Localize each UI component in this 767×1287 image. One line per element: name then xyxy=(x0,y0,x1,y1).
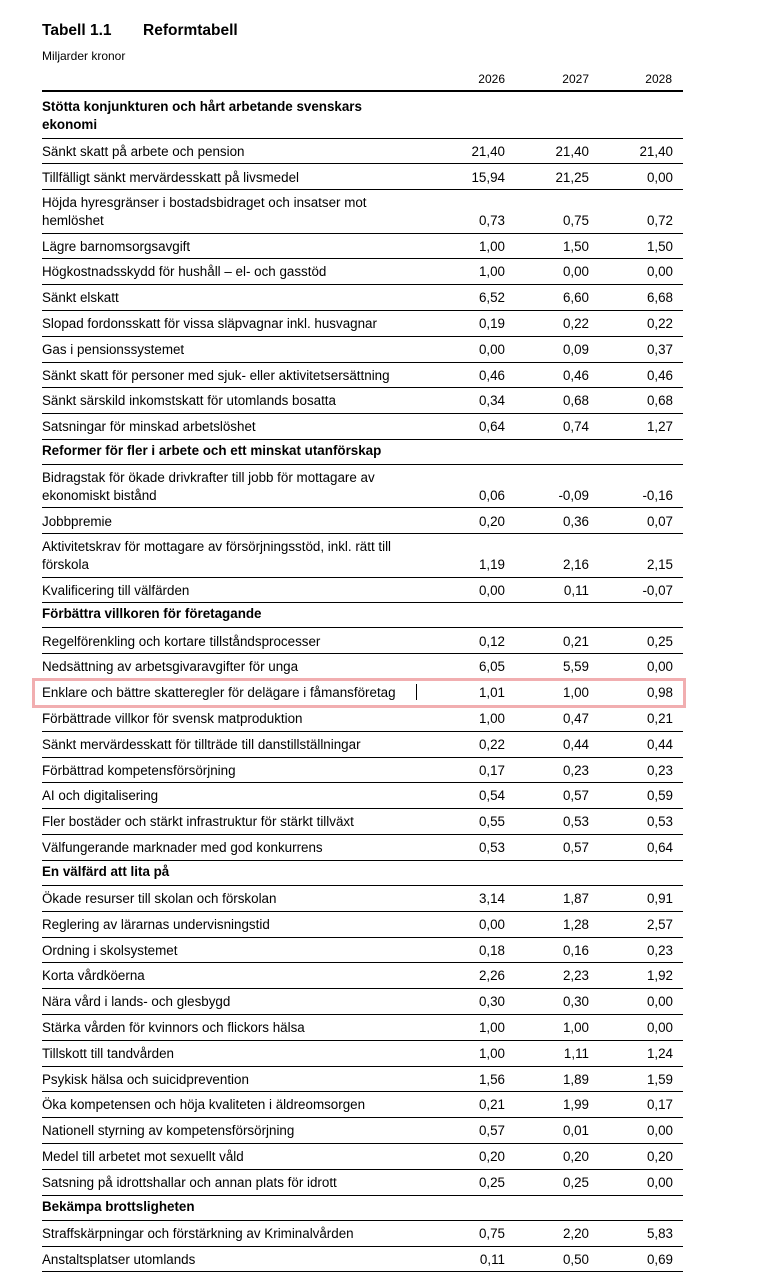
row-label xyxy=(42,194,427,229)
row-label-line: Anstaltsplatser utomlands xyxy=(42,1251,196,1267)
value-2027: 0,36 xyxy=(562,513,589,529)
value-2028: 21,40 xyxy=(639,143,673,159)
value-2028: 0,59 xyxy=(646,788,673,804)
row-label-line: Aktivitetskrav för mottagare av försörjningsstöd, inkl. rätt till xyxy=(42,539,392,555)
value-2026: 0,75 xyxy=(478,1225,505,1241)
value-2027: 0,20 xyxy=(562,1149,589,1164)
row-label-line: Enklare och bättre skatteregler för delägare i fåmansföretag xyxy=(42,685,396,701)
row-label-line: Ordning i skolsystemet xyxy=(42,942,178,958)
table-row xyxy=(0,1041,767,1067)
value-2026: 0,53 xyxy=(478,840,505,855)
value-2027: 1,87 xyxy=(562,891,589,906)
value-2028: 1,50 xyxy=(646,238,673,254)
table-row xyxy=(0,388,767,414)
table-row xyxy=(0,654,767,680)
section-heading-line: Reformer för fler i arbete och ett minskat utanförskap xyxy=(42,443,382,458)
value-2028: 0,00 xyxy=(646,169,673,185)
value-2028: 0,44 xyxy=(646,736,673,752)
row-label xyxy=(42,169,427,187)
value-2026: 0,46 xyxy=(478,367,505,383)
row-label-line: Sänkt mervärdesskatt för tillträde till danstillställningar xyxy=(42,736,361,752)
table-row xyxy=(0,165,767,191)
row-label-line: Höjda hyresgränser i bostadsbidraget och insatser mot xyxy=(42,195,367,211)
text-cursor xyxy=(416,684,417,700)
row-label-line: Medel till arbetet mot sexuellt våld xyxy=(42,1149,244,1164)
value-2026: 0,55 xyxy=(478,814,505,830)
section-heading-line: Bekämpa brottsligheten xyxy=(42,1198,195,1214)
section-heading-label xyxy=(42,98,422,133)
value-2026: 0,54 xyxy=(478,788,505,804)
row-label xyxy=(42,289,427,307)
value-2028: 0,98 xyxy=(646,685,673,701)
value-2027: 2,20 xyxy=(562,1225,589,1241)
value-2028: -0,07 xyxy=(642,582,673,598)
section-heading xyxy=(0,96,767,139)
table-row xyxy=(0,1118,767,1144)
section-heading-label xyxy=(42,1198,422,1216)
value-2028: 0,37 xyxy=(646,341,673,357)
table-unit: Miljarder kronor xyxy=(42,49,126,63)
value-2026: 0,11 xyxy=(479,1251,505,1267)
value-2028: 0,07 xyxy=(646,513,673,529)
row-label-line: Bidragstak för ökade drivkrafter till jobb för mottagare av xyxy=(42,470,375,486)
row-label-line: Satsning på idrottshallar och annan plats för idrott xyxy=(42,1174,337,1190)
row-label xyxy=(42,263,427,281)
value-2028: 1,24 xyxy=(646,1045,673,1061)
value-2027: 0,22 xyxy=(562,316,589,331)
table-row xyxy=(0,912,767,938)
value-2028: 0,68 xyxy=(646,393,673,409)
value-2027: 1,99 xyxy=(562,1097,589,1113)
value-2027: 1,00 xyxy=(562,1020,589,1035)
row-label-line: Öka kompetensen och höja kvaliteten i äldreomsorgen xyxy=(42,1097,366,1113)
row-label-line: Psykisk hälsa och suicidprevention xyxy=(42,1071,249,1087)
table-number: Tabell 1.1 xyxy=(42,22,112,39)
row-label xyxy=(42,710,427,728)
row-label xyxy=(42,367,427,385)
value-2026: 1,00 xyxy=(478,1020,505,1035)
value-2028: 0,22 xyxy=(646,316,673,331)
value-2028: 0,21 xyxy=(646,711,673,726)
value-2026: 0,18 xyxy=(478,942,505,958)
value-2026: 1,01 xyxy=(478,685,505,701)
row-label-line: Regelförenkling och kortare tillståndsprocesser xyxy=(42,633,321,649)
table-row xyxy=(0,1015,767,1041)
table-row xyxy=(0,732,767,758)
row-label xyxy=(42,392,427,410)
table-row xyxy=(0,680,767,706)
value-2027: 2,16 xyxy=(562,556,589,572)
table-row xyxy=(0,414,767,440)
row-label xyxy=(42,1071,427,1089)
row-label-line: Reglering av lärarnas undervisningstid xyxy=(42,916,270,932)
value-2028: 0,53 xyxy=(646,814,673,830)
value-2028: 1,27 xyxy=(646,419,673,435)
table-row xyxy=(0,285,767,311)
row-label-line: Straffskärpningar och förstärkning av Kriminalvården xyxy=(42,1225,354,1241)
row-label-line: Tillskott till tandvården xyxy=(42,1045,174,1061)
value-2026: 2,26 xyxy=(478,968,505,984)
table-row xyxy=(0,1170,767,1196)
value-2026: 1,00 xyxy=(478,1045,505,1061)
table-row xyxy=(0,234,767,260)
section-heading-line: En välfärd att lita på xyxy=(42,863,170,879)
table-row xyxy=(0,629,767,655)
row-label-line: Gas i pensionssystemet xyxy=(42,341,185,357)
table-row xyxy=(0,1247,767,1273)
table-row xyxy=(0,938,767,964)
value-2027: -0,09 xyxy=(558,487,589,503)
row-label-line: Nära vård i lands- och glesbygd xyxy=(42,994,231,1010)
value-2027: 0,68 xyxy=(562,393,589,409)
row-label xyxy=(42,1251,427,1269)
row-label-line: Ökade resurser till skolan och förskolan xyxy=(42,891,277,906)
row-label xyxy=(42,762,427,780)
value-2027: 0,44 xyxy=(562,736,589,752)
row-rule xyxy=(42,1271,683,1272)
row-label-line: AI och digitalisering xyxy=(42,788,159,804)
value-2028: 0,00 xyxy=(646,1174,673,1190)
row-label-line: Lägre barnomsorgsavgift xyxy=(42,238,191,254)
value-2027: 5,59 xyxy=(562,659,589,675)
row-label xyxy=(42,942,427,960)
table-row xyxy=(0,1144,767,1170)
value-2028: 0,46 xyxy=(646,367,673,383)
section-heading xyxy=(0,603,767,628)
value-2028: 0,23 xyxy=(646,762,673,778)
table-row xyxy=(0,835,767,861)
value-2026: 0,21 xyxy=(478,1097,505,1113)
table-row xyxy=(0,1092,767,1118)
value-2027: 1,50 xyxy=(562,238,589,254)
row-label xyxy=(42,1225,427,1243)
section-heading xyxy=(0,1196,767,1221)
row-label xyxy=(42,513,427,531)
row-label-line: ekonomiskt bistånd xyxy=(42,487,157,503)
row-label xyxy=(42,418,427,436)
section-heading xyxy=(0,440,767,465)
value-2026: 1,00 xyxy=(478,238,505,254)
row-label-line: Sänkt elskatt xyxy=(42,290,119,306)
row-label xyxy=(42,633,427,651)
row-label-line: Sänkt skatt på arbete och pension xyxy=(42,143,245,159)
value-2027: 0,23 xyxy=(562,762,589,778)
value-2027: 0,50 xyxy=(562,1251,589,1267)
row-label xyxy=(42,890,427,908)
section-heading-line: Stötta konjunkturen och hårt arbetande svenskars xyxy=(42,99,362,114)
table-row xyxy=(0,1221,767,1247)
value-2026: 1,56 xyxy=(478,1071,505,1087)
year-header-2028: 2028 xyxy=(645,72,672,86)
value-2026: 3,14 xyxy=(478,891,505,906)
row-label xyxy=(42,1174,427,1192)
row-label xyxy=(42,839,427,857)
value-2028: 0,91 xyxy=(646,891,673,906)
value-2028: 1,59 xyxy=(646,1071,673,1087)
value-2026: 0,22 xyxy=(478,736,505,752)
value-2026: 0,17 xyxy=(478,762,505,778)
table-row xyxy=(0,886,767,912)
row-label-line: förskola xyxy=(42,556,89,572)
value-2028: 0,00 xyxy=(646,994,673,1010)
section-heading-label xyxy=(42,442,422,460)
row-label-line: Kvalificering till välfärden xyxy=(42,582,190,598)
value-2028: 0,64 xyxy=(646,840,673,855)
value-2026: 21,40 xyxy=(471,143,505,159)
row-label-line: Nedsättning av arbetsgivaravgifter för unga xyxy=(42,659,299,675)
row-label xyxy=(42,1019,427,1037)
table-row xyxy=(0,783,767,809)
row-label xyxy=(42,1148,427,1166)
value-2027: 21,25 xyxy=(555,169,589,185)
year-header-2026: 2026 xyxy=(478,72,505,86)
value-2026: 0,12 xyxy=(478,633,505,649)
row-label xyxy=(42,1122,427,1140)
value-2028: 0,00 xyxy=(646,1123,673,1139)
value-2028: 0,72 xyxy=(646,212,673,228)
section-heading-line: ekonomi xyxy=(42,116,98,132)
row-label xyxy=(42,341,427,359)
value-2026: 0,06 xyxy=(478,487,505,503)
section-heading-line: Förbättra villkoren för företagande xyxy=(42,606,262,622)
value-2028: 0,69 xyxy=(646,1251,673,1267)
value-2028: 0,00 xyxy=(646,1020,673,1035)
value-2027: 2,23 xyxy=(562,968,589,984)
value-2027: 0,30 xyxy=(562,994,589,1010)
value-2027: 0,74 xyxy=(562,419,589,435)
value-2027: 0,09 xyxy=(562,341,589,357)
row-label xyxy=(42,582,427,600)
table-name: Reformtabell xyxy=(143,22,238,39)
row-label-line: Sänkt skatt för personer med sjuk- eller aktivitetsersättning xyxy=(42,367,390,383)
row-label-line: Välfungerande marknader med god konkurrens xyxy=(42,840,323,855)
table-row xyxy=(0,363,767,389)
row-label xyxy=(42,1045,427,1063)
row-label-line: Sänkt särskild inkomstskatt för utomlands bosatta xyxy=(42,393,336,409)
value-2027: 0,57 xyxy=(562,788,589,804)
value-2028: 1,92 xyxy=(646,968,673,984)
value-2026: 0,64 xyxy=(478,419,505,435)
row-label-line: Fler bostäder och stärkt infrastruktur för stärkt tillväxt xyxy=(42,814,354,830)
row-label xyxy=(42,736,427,754)
value-2026: 0,73 xyxy=(478,212,505,228)
table-row xyxy=(0,758,767,784)
value-2026: 0,00 xyxy=(478,916,505,932)
value-2027: 1,00 xyxy=(562,685,589,701)
table-row xyxy=(0,139,767,165)
row-label xyxy=(42,538,427,573)
value-2027: 0,57 xyxy=(562,840,589,855)
row-label-line: Slopad fordonsskatt för vissa släpvagnar inkl. husvagnar xyxy=(42,316,377,331)
value-2026: 1,00 xyxy=(478,711,505,726)
row-label-line: Tillfälligt sänkt mervärdesskatt på livsmedel xyxy=(42,169,299,185)
value-2026: 0,34 xyxy=(478,393,505,409)
table-row xyxy=(0,706,767,732)
value-2027: 0,53 xyxy=(562,814,589,830)
value-2026: 1,00 xyxy=(478,264,505,280)
table-row xyxy=(0,190,767,233)
table-row xyxy=(0,465,767,508)
row-label xyxy=(42,684,427,702)
value-2028: 0,25 xyxy=(646,633,673,649)
row-label-line: Jobbpremie xyxy=(42,513,112,529)
value-2028: -0,16 xyxy=(642,487,673,503)
value-2027: 0,11 xyxy=(563,582,589,598)
value-2028: 2,15 xyxy=(646,556,673,572)
row-label-line: Stärka vården för kvinnors och flickors hälsa xyxy=(42,1020,305,1035)
value-2027: 0,25 xyxy=(562,1174,589,1190)
value-2028: 2,57 xyxy=(646,916,673,932)
row-label-line: Nationell styrning av kompetensförsörjning xyxy=(42,1123,295,1139)
value-2027: 0,46 xyxy=(562,367,589,383)
table-row xyxy=(0,963,767,989)
value-2027: 0,47 xyxy=(562,711,589,726)
value-2026: 0,00 xyxy=(478,341,505,357)
value-2027: 0,00 xyxy=(562,264,589,280)
value-2026: 0,57 xyxy=(478,1123,505,1139)
value-2027: 0,21 xyxy=(562,633,589,649)
row-label xyxy=(42,238,427,256)
section-heading-label xyxy=(42,863,422,881)
table-row xyxy=(0,534,767,577)
value-2028: 0,17 xyxy=(646,1097,673,1113)
value-2028: 5,83 xyxy=(646,1225,673,1241)
row-label xyxy=(42,1096,427,1114)
value-2026: 0,25 xyxy=(478,1174,505,1190)
value-2027: 0,75 xyxy=(562,212,589,228)
row-label xyxy=(42,787,427,805)
value-2027: 6,60 xyxy=(562,290,589,306)
value-2026: 0,20 xyxy=(478,513,505,529)
value-2027: 0,01 xyxy=(562,1123,589,1139)
row-label xyxy=(42,143,427,161)
section-heading-label xyxy=(42,605,422,623)
row-label-line: Förbättrad kompetensförsörjning xyxy=(42,762,236,778)
row-label-line: Högkostnadsskydd för hushåll – el- och gasstöd xyxy=(42,264,327,280)
row-label-line: Satsningar för minskad arbetslöshet xyxy=(42,419,256,435)
table-row xyxy=(0,337,767,363)
row-label xyxy=(42,967,427,985)
value-2028: 6,68 xyxy=(646,290,673,306)
value-2028: 0,00 xyxy=(646,264,673,280)
section-heading xyxy=(0,861,767,886)
table-row xyxy=(0,509,767,535)
row-label xyxy=(42,916,427,934)
value-2027: 1,11 xyxy=(563,1045,589,1061)
row-label xyxy=(42,993,427,1011)
value-2028: 0,23 xyxy=(646,942,673,958)
row-label-line: Förbättrade villkor för svensk matproduktion xyxy=(42,711,303,726)
row-label xyxy=(42,315,427,333)
row-label xyxy=(42,469,427,504)
table-row xyxy=(0,259,767,285)
row-label-line: Korta vårdköerna xyxy=(42,968,145,984)
value-2028: 0,20 xyxy=(646,1149,673,1164)
value-2027: 1,89 xyxy=(562,1071,589,1087)
table-row xyxy=(0,578,767,604)
value-2026: 1,19 xyxy=(478,556,505,572)
value-2026: 0,30 xyxy=(478,994,505,1010)
value-2026: 0,19 xyxy=(478,316,505,331)
table-row xyxy=(0,311,767,337)
value-2026: 15,94 xyxy=(471,169,505,185)
value-2026: 0,20 xyxy=(478,1149,505,1164)
value-2026: 6,05 xyxy=(478,659,505,675)
row-label xyxy=(42,813,427,831)
value-2026: 6,52 xyxy=(478,290,505,306)
year-header-2027: 2027 xyxy=(562,72,589,86)
table-row xyxy=(0,1067,767,1093)
table-row xyxy=(0,809,767,835)
value-2026: 0,00 xyxy=(478,582,505,598)
value-2027: 0,16 xyxy=(562,942,589,958)
row-label xyxy=(42,658,427,676)
row-label-line: hemlöshet xyxy=(42,212,104,228)
value-2028: 0,00 xyxy=(646,659,673,675)
table-row xyxy=(0,989,767,1015)
value-2027: 1,28 xyxy=(562,916,589,932)
value-2027: 21,40 xyxy=(555,143,589,159)
